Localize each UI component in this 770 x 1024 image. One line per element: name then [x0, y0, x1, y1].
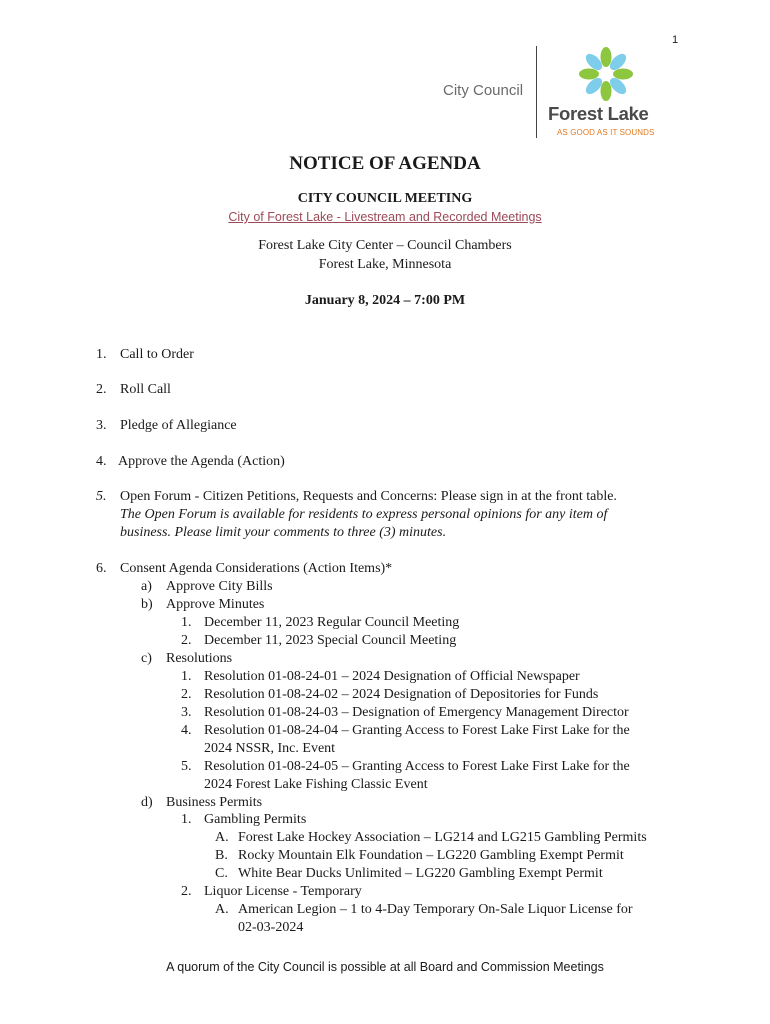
- flower-logo-icon: [578, 46, 634, 102]
- resolution-number: 1.: [181, 669, 192, 684]
- resolution-text: Resolution 01-08-24-02 – 2024 Designation of Depositories for Funds: [204, 687, 599, 702]
- sub-letter: d): [141, 795, 153, 810]
- minutes-text: December 11, 2023 Regular Council Meeting: [204, 615, 460, 630]
- forest-lake-logo: [548, 46, 668, 140]
- location-venue: Forest Lake City Center – Council Chambers: [258, 238, 512, 253]
- item-text: Open Forum - Citizen Petitions, Requests and Concerns: Please sign in at the front table.: [120, 489, 617, 504]
- meeting-type: CITY COUNCIL MEETING: [297, 191, 473, 206]
- quorum-footer: A quorum of the City Council is possible at all Board and Commission Meetings: [166, 960, 604, 974]
- resolution-number: 2.: [181, 687, 192, 702]
- open-forum-note-line-2: business. Please limit your comments to three (3) minutes.: [120, 525, 447, 540]
- meeting-datetime: January 8, 2024 – 7:00 PM: [304, 293, 466, 308]
- item-number: 2.: [96, 382, 107, 397]
- item-text: Approve the Agenda (Action): [118, 454, 285, 469]
- item-number: 5.: [96, 489, 107, 504]
- permit-letter: B.: [215, 848, 228, 863]
- livestream-link-row: [0, 210, 770, 224]
- permit-letter: A.: [215, 902, 229, 917]
- department-label: City Council: [443, 82, 524, 99]
- minutes-number: 2.: [181, 633, 192, 648]
- resolution-number: 5.: [181, 759, 192, 774]
- sub-letter: b): [141, 597, 153, 612]
- logo-tagline: AS GOOD AS IT SOUNDS: [557, 128, 655, 137]
- resolution-text: Resolution 01-08-24-04 – Granting Access to Forest Lake First Lake for the: [204, 723, 630, 738]
- permit-category-text: Gambling Permits: [204, 812, 307, 827]
- resolution-continuation: 2024 Forest Lake Fishing Classic Event: [204, 777, 428, 792]
- livestream-link[interactable]: City of Forest Lake - Livestream and Recorded Meetings: [228, 210, 542, 224]
- sub-text: Approve Minutes: [166, 597, 265, 612]
- sub-text: Resolutions: [166, 651, 233, 666]
- permit-category-number: 2.: [181, 884, 192, 899]
- minutes-text: December 11, 2023 Special Council Meeting: [204, 633, 457, 648]
- page-title: NOTICE OF AGENDA: [289, 153, 481, 174]
- resolution-text: Resolution 01-08-24-01 – 2024 Designation of Official Newspaper: [204, 669, 580, 684]
- resolution-text: Resolution 01-08-24-05 – Granting Access to Forest Lake First Lake for the: [204, 759, 630, 774]
- logo-name: Forest Lake: [548, 103, 649, 124]
- permit-text: Forest Lake Hockey Association – LG214 and LG215 Gambling Permits: [238, 830, 647, 845]
- sub-text: Approve City Bills: [166, 579, 273, 594]
- permit-category-text: Liquor License - Temporary: [204, 884, 362, 899]
- permit-text: American Legion – 1 to 4-Day Temporary On-Sale Liquor License for: [238, 902, 633, 917]
- open-forum-note-line-1: The Open Forum is available for residents to express personal opinions for any item of: [120, 507, 608, 522]
- sub-letter: c): [141, 651, 152, 666]
- item-text: Consent Agenda Considerations (Action Items)*: [120, 561, 393, 576]
- item-text: Pledge of Allegiance: [120, 418, 237, 433]
- sub-text: Business Permits: [166, 795, 263, 810]
- item-number: 4.: [96, 454, 107, 469]
- resolution-continuation: 2024 NSSR, Inc. Event: [204, 741, 336, 756]
- minutes-number: 1.: [181, 615, 192, 630]
- item-text: Roll Call: [120, 382, 171, 397]
- item-number: 3.: [96, 418, 107, 433]
- resolution-number: 4.: [181, 723, 192, 738]
- resolution-number: 3.: [181, 705, 192, 720]
- permit-letter: C.: [215, 866, 228, 881]
- item-number: 1.: [96, 347, 107, 362]
- header-divider: [536, 46, 537, 138]
- sub-letter: a): [141, 579, 152, 594]
- permit-category-number: 1.: [181, 812, 192, 827]
- permit-text: White Bear Ducks Unlimited – LG220 Gambling Exempt Permit: [238, 866, 603, 881]
- page-number: 1: [672, 34, 679, 46]
- permit-letter: A.: [215, 830, 229, 845]
- permit-continuation: 02-03-2024: [238, 920, 304, 935]
- permit-text: Rocky Mountain Elk Foundation – LG220 Gambling Exempt Permit: [238, 848, 624, 863]
- resolution-text: Resolution 01-08-24-03 – Designation of Emergency Management Director: [204, 705, 629, 720]
- item-text: Call to Order: [120, 347, 194, 362]
- location-city: Forest Lake, Minnesota: [318, 257, 452, 272]
- item-number: 6.: [96, 561, 107, 576]
